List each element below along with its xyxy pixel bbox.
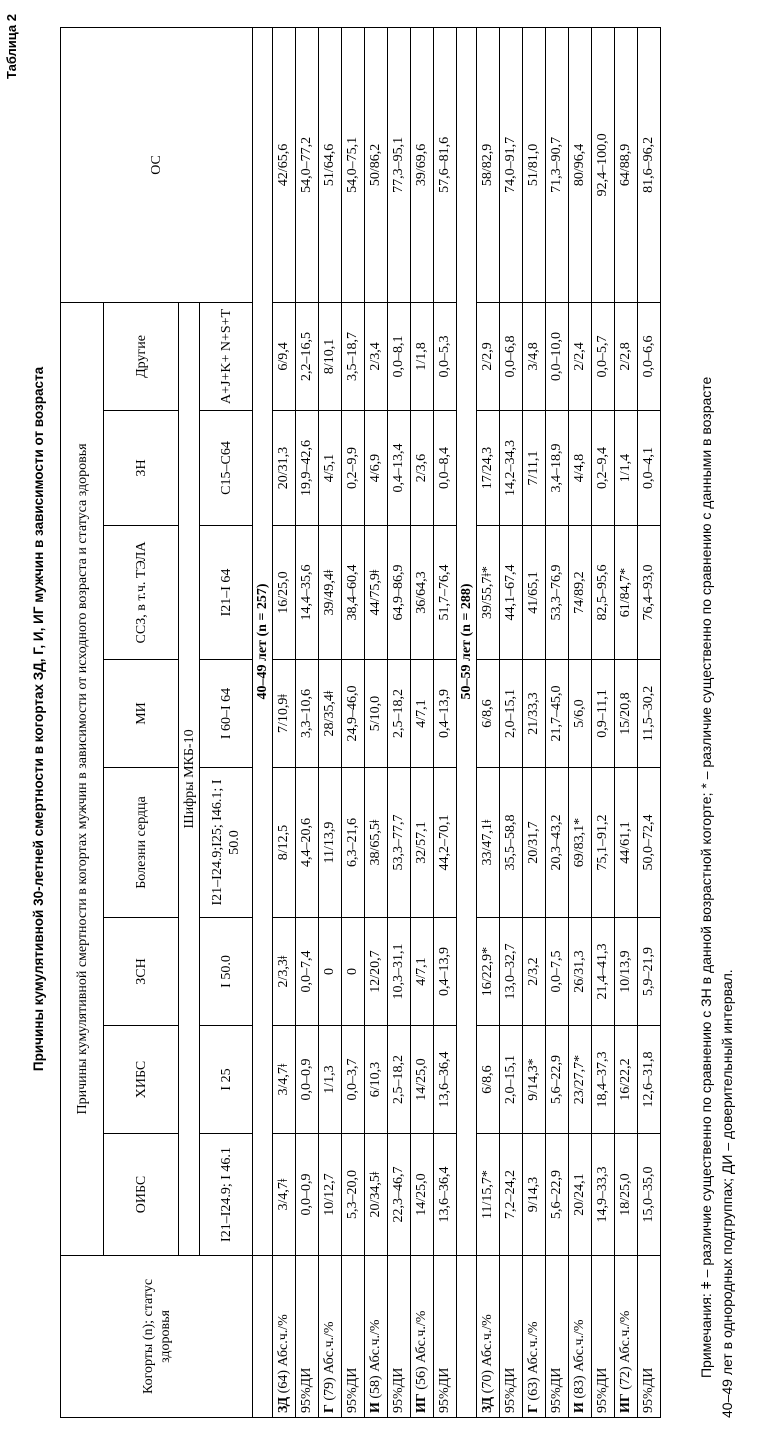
table-cell: 21,4–41,3: [592, 918, 615, 1026]
table-row: [477, 27, 500, 1417]
table-cell: 16/25,0: [273, 526, 296, 660]
table-cell: 2/2,8: [615, 302, 638, 410]
measure-label: 95%ДИ: [299, 1367, 314, 1413]
table-cell: 6/9,4: [273, 302, 296, 410]
row-label: [523, 1256, 546, 1418]
header-cause-6: ЗН: [104, 411, 179, 526]
table-cell: 53,3–77,7: [388, 768, 411, 918]
icd-code-2: I 50.0: [200, 918, 253, 1026]
table-cell: 4/6,9: [365, 411, 388, 526]
table-row: [546, 27, 569, 1417]
table-cell: 44/75,9ǂ: [365, 526, 388, 660]
row-label: [388, 1256, 411, 1418]
table-cell: 1/1,4: [615, 411, 638, 526]
header-cause-1: ХИБС: [104, 1026, 179, 1134]
table-row: [523, 27, 546, 1417]
table-cell: 81,6–96,2: [638, 27, 661, 302]
table-cell: 3,4–18,9: [546, 411, 569, 526]
table-cell: 16/22,9*: [477, 918, 500, 1026]
table-cell: 18/25,0: [615, 1134, 638, 1256]
table-cell: 0,0–4,1: [638, 411, 661, 526]
table-cell: 6/8,6: [477, 660, 500, 768]
table-cell: 2,5–18,2: [388, 1026, 411, 1134]
table-cell: 0,0–0,9: [296, 1026, 319, 1134]
table-cell: 0,0–6,8: [500, 302, 523, 410]
table-cell: 0,0–8,1: [388, 302, 411, 410]
table-cell: 35,5–58,8: [500, 768, 523, 918]
cohort-code: ЗД: [276, 1396, 291, 1413]
table-title: Причины кумулятивной 30-летней смертности в когортах ЗД, Г, И, ИГ мужчин в зависимости от возраста: [31, 366, 46, 1072]
table-cell: 2/3,3ǂ: [273, 918, 296, 1026]
table-cell: 15,0–35,0: [638, 1134, 661, 1256]
table-cell: 0,0–8,4: [434, 411, 457, 526]
table-cell: 36/64,3: [411, 526, 434, 660]
measure-label: Абс.ч./%: [322, 1321, 337, 1374]
icd-code-6: C15–C64: [200, 411, 253, 526]
group-spacer: [457, 1256, 477, 1418]
table-cell: 4,4–20,6: [296, 768, 319, 918]
table-cell: 20/24,1: [569, 1134, 592, 1256]
table-cell: 2/3,6: [411, 411, 434, 526]
note-line-2: 40–49 лет в однородных подгруппах; ДИ – доверительный интервал.: [719, 969, 735, 1418]
cohort-code: ЗД: [480, 1396, 495, 1413]
table-row: [365, 27, 388, 1417]
table-cell: 1/1,3: [319, 1026, 342, 1134]
table-cell: 74,0–91,7: [500, 27, 523, 302]
table-cell: 74/89,2: [569, 526, 592, 660]
table-cell: 18,4–37,3: [592, 1026, 615, 1134]
cohort-n: (58): [368, 1375, 383, 1399]
cohort-code: ИГ: [618, 1393, 633, 1413]
table-cell: 24,9–46,0: [342, 660, 365, 768]
table-cell: 11,5–30,2: [638, 660, 661, 768]
table-cell: 0,4–13,9: [434, 660, 457, 768]
header-cause-2: ЗСН: [104, 918, 179, 1026]
row-label: [296, 1256, 319, 1418]
table-cell: 51/64,6: [319, 27, 342, 302]
table-cell: 51/81,0: [523, 27, 546, 302]
table-cell: 80/96,4: [569, 27, 592, 302]
measure-label: 95%ДИ: [391, 1367, 406, 1413]
table-cell: 6,3–21,6: [342, 768, 365, 918]
table-cell: 4/7,1: [411, 660, 434, 768]
table-cell: 0,0–5,7: [592, 302, 615, 410]
row-label: [592, 1256, 615, 1418]
table-cell: 0: [342, 918, 365, 1026]
table-cell: 77,3–95,1: [388, 27, 411, 302]
row-label: [638, 1256, 661, 1418]
table-cell: 14/25,0: [411, 1026, 434, 1134]
measure-label: 95%ДИ: [503, 1367, 518, 1413]
cohort-n: (63): [526, 1377, 541, 1401]
measure-label: Абс.ч./%: [618, 1310, 633, 1363]
header-icd: Шифры МКБ-10: [179, 302, 200, 1255]
table-cell: 58/82,9: [477, 27, 500, 302]
table-cell: 54,0–75,1: [342, 27, 365, 302]
table-cell: 6/8,6: [477, 1026, 500, 1134]
table-cell: 64/88,9: [615, 27, 638, 302]
table-cell: 28/35,4ǂ: [319, 660, 342, 768]
table-row: [342, 27, 365, 1417]
measure-label: Абс.ч./%: [480, 1314, 495, 1367]
table-cell: 20,3–43,2: [546, 768, 569, 918]
table-cell: 41/65,1: [523, 526, 546, 660]
table-cell: 0,0–10,0: [546, 302, 569, 410]
table-cell: 38,4–60,4: [342, 526, 365, 660]
table-cell: 13,0–32,7: [500, 918, 523, 1026]
table-cell: 22,3–46,7: [388, 1134, 411, 1256]
cohort-n: (72): [618, 1366, 633, 1390]
table-cell: 20/31,7: [523, 768, 546, 918]
table-cell: 0,0–5,3: [434, 302, 457, 410]
table-cell: 3,5–18,7: [342, 302, 365, 410]
table-row: [273, 27, 296, 1417]
row-label: [615, 1256, 638, 1418]
table-cell: 2/2,4: [569, 302, 592, 410]
measure-label: Абс.ч./%: [572, 1319, 587, 1372]
header-cause-4: МИ: [104, 660, 179, 768]
table-cell: 10/13,9: [615, 918, 638, 1026]
table-cell: 64,9–86,9: [388, 526, 411, 660]
table-cell: 4/7,1: [411, 918, 434, 1026]
table-cell: 51,7–76,4: [434, 526, 457, 660]
table-row: [434, 27, 457, 1417]
cohort-n: (79): [322, 1377, 337, 1401]
table-cell: 21/33,3: [523, 660, 546, 768]
row-label: [411, 1256, 434, 1418]
table-cell: 44,2–70,1: [434, 768, 457, 918]
table-row: [319, 27, 342, 1417]
table-cell: 0,4–13,9: [434, 918, 457, 1026]
cohort-n: (70): [480, 1370, 495, 1394]
table-cell: 4/4,8: [569, 411, 592, 526]
cohort-code: Г: [322, 1404, 337, 1413]
table-row: [500, 27, 523, 1417]
table-cell: 3/4,7ǂ: [273, 1026, 296, 1134]
table-cell: 16/22,2: [615, 1026, 638, 1134]
row-label: [365, 1256, 388, 1418]
measure-label: 95%ДИ: [345, 1367, 360, 1413]
measure-label: Абс.ч./%: [368, 1319, 383, 1372]
table-cell: 19,9–42,6: [296, 411, 319, 526]
table-cell: 7/10,9ǂ: [273, 660, 296, 768]
table-cell: 82,5–95,6: [592, 526, 615, 660]
table-cell: 2/3,4: [365, 302, 388, 410]
table-cell: 5,3–20,0: [342, 1134, 365, 1256]
measure-label: 95%ДИ: [595, 1367, 610, 1413]
measure-label: Абс.ч./%: [526, 1321, 541, 1374]
cohort-code: ИГ: [414, 1393, 429, 1413]
row-label: [342, 1256, 365, 1418]
cohort-n: (56): [414, 1366, 429, 1390]
row-label: [569, 1256, 592, 1418]
row-label: [273, 1256, 296, 1418]
table-cell: 7/11,1: [523, 411, 546, 526]
table-cell: 7,2–24,2: [500, 1134, 523, 1256]
table-cell: 0,2–9,4: [592, 411, 615, 526]
table-cell: 13,6–36,4: [434, 1134, 457, 1256]
table-cell: 0,0–7,4: [296, 918, 319, 1026]
cohort-code: И: [572, 1402, 587, 1413]
icd-code-0: I21–I24.9; I 46.1: [200, 1134, 253, 1256]
table-cell: 69/83,1*: [569, 768, 592, 918]
header-causes: Причины кумулятивной смертности в когортах мужчин в зависимости от исходного возраста и статуса здоровья: [61, 302, 104, 1255]
table-cell: 9/14,3*: [523, 1026, 546, 1134]
table-cell: 0,0–3,7: [342, 1026, 365, 1134]
table-cell: 1/1,8: [411, 302, 434, 410]
table-cell: 5,6–22,9: [546, 1134, 569, 1256]
icd-code-3: I21–I24.9;I25; I46.1; I 50.0: [200, 768, 253, 918]
group-label: 50–59 лет (n = 288): [457, 27, 477, 1255]
header-cause-0: ОИБС: [104, 1134, 179, 1256]
table-cell: 3/4,8: [523, 302, 546, 410]
table-cell: 0,0–7,5: [546, 918, 569, 1026]
header-cohort: Когорты (n); статус здоровья: [61, 1256, 253, 1418]
mortality-table: [60, 27, 661, 1418]
table-cell: 26/31,3: [569, 918, 592, 1026]
table-cell: 5,6–22,9: [546, 1026, 569, 1134]
table-cell: 44/61,1: [615, 768, 638, 918]
row-label: [546, 1256, 569, 1418]
measure-label: 95%ДИ: [549, 1367, 564, 1413]
table-cell: 6/10,3: [365, 1026, 388, 1134]
table-cell: 12,6–31,8: [638, 1026, 661, 1134]
cohort-code: И: [368, 1402, 383, 1413]
group-label: 40–49 лет (n = 257): [253, 27, 273, 1255]
table-cell: 8/10,1: [319, 302, 342, 410]
table-cell: 5,9–21,9: [638, 918, 661, 1026]
row-label: [477, 1256, 500, 1418]
table-cell: 0,4–13,4: [388, 411, 411, 526]
group-row: [457, 27, 477, 1417]
table-cell: 3/4,7ǂ: [273, 1134, 296, 1256]
table-cell: 11/13,9: [319, 768, 342, 918]
table-cell: 4/5,1: [319, 411, 342, 526]
table-cell: 11/15,7*: [477, 1134, 500, 1256]
table-row: [638, 27, 661, 1417]
measure-label: 95%ДИ: [437, 1367, 452, 1413]
table-cell: 10,3–31,1: [388, 918, 411, 1026]
table-cell: 10/12,7: [319, 1134, 342, 1256]
table-cell: 14,4–35,6: [296, 526, 319, 660]
header-cause-3: Болезни сердца: [104, 768, 179, 918]
table-cell: 39/55,7ǂ*: [477, 526, 500, 660]
table-cell: 44,1–67,4: [500, 526, 523, 660]
table-cell: 0: [319, 918, 342, 1026]
table-cell: 0,0–0,9: [296, 1134, 319, 1256]
table-cell: 54,0–77,2: [296, 27, 319, 302]
header-cause-5: ССЗ, в т.ч. ТЭЛА: [104, 526, 179, 660]
table-row: [615, 27, 638, 1417]
table-cell: 8/12,5: [273, 768, 296, 918]
icd-code-5: I21–I 64: [200, 526, 253, 660]
table-cell: 12/20,7: [365, 918, 388, 1026]
row-label: [434, 1256, 457, 1418]
table-cell: 50/86,2: [365, 27, 388, 302]
table-cell: 39/69,6: [411, 27, 434, 302]
table-cell: 33/47,1ǂ: [477, 768, 500, 918]
row-label: [319, 1256, 342, 1418]
table-row: [388, 27, 411, 1417]
table-cell: 61/84,7*: [615, 526, 638, 660]
cohort-code: Г: [526, 1404, 541, 1413]
icd-code-4: I 60–I 64: [200, 660, 253, 768]
table-cell: 2,2–16,5: [296, 302, 319, 410]
table-cell: 2,0–15,1: [500, 1026, 523, 1134]
table-cell: 0,2–9,9: [342, 411, 365, 526]
table-cell: 9/14,3: [523, 1134, 546, 1256]
cohort-n: (83): [572, 1375, 587, 1399]
table-cell: 2/2,9: [477, 302, 500, 410]
group-row: [253, 27, 273, 1417]
table-cell: 32/57,1: [411, 768, 434, 918]
table-cell: 14/25,0: [411, 1134, 434, 1256]
table-cell: 39/49,4ǂ: [319, 526, 342, 660]
cohort-n: (64): [276, 1370, 291, 1394]
table-cell: 50,0–72,4: [638, 768, 661, 918]
table-cell: 0,0–6,6: [638, 302, 661, 410]
table-row: [592, 27, 615, 1417]
icd-code-1: I 25: [200, 1026, 253, 1134]
table-cell: 76,4–93,0: [638, 526, 661, 660]
table-cell: 14,2–34,3: [500, 411, 523, 526]
measure-label: Абс.ч./%: [414, 1310, 429, 1363]
table-cell: 53,3–76,9: [546, 526, 569, 660]
table-cell: 13,6–36,4: [434, 1026, 457, 1134]
table-cell: 2/3,2: [523, 918, 546, 1026]
table-row: [569, 27, 592, 1417]
group-spacer: [253, 1256, 273, 1418]
table-cell: 15/20,8: [615, 660, 638, 768]
table-cell: 57,6–81,6: [434, 27, 457, 302]
table-cell: 42/65,6: [273, 27, 296, 302]
table-cell: 5/10,0: [365, 660, 388, 768]
table-cell: 14,9–33,3: [592, 1134, 615, 1256]
table-cell: 23/27,7*: [569, 1026, 592, 1134]
table-cell: 21,7–45,0: [546, 660, 569, 768]
header-os: ОС: [61, 27, 253, 302]
icd-code-7: A+J+K+ N+S+T: [200, 302, 253, 410]
table-cell: 38/65,5ǂ: [365, 768, 388, 918]
table-cell: 92,4–100,0: [592, 27, 615, 302]
table-cell: 0,9–11,1: [592, 660, 615, 768]
table-row: [296, 27, 319, 1417]
row-label: [500, 1256, 523, 1418]
table-cell: 75,1–91,2: [592, 768, 615, 918]
table-cell: 71,3–90,7: [546, 27, 569, 302]
measure-label: Абс.ч./%: [276, 1314, 291, 1367]
table-cell: 20/31,3: [273, 411, 296, 526]
table-row: [411, 27, 434, 1417]
table-notes: [696, 28, 738, 1418]
table-number: Таблица 2: [4, 14, 19, 80]
table-cell: 5/6,0: [569, 660, 592, 768]
table-cell: 3,3–10,6: [296, 660, 319, 768]
table-cell: 2,5–18,2: [388, 660, 411, 768]
table-cell: 2,0–15,1: [500, 660, 523, 768]
table-cell: 17/24,3: [477, 411, 500, 526]
note-line-1: Примечания: ǂ – различие существенно по сравнению с ЗН в данной возрастной когорте; * – различие существенно по сравнению с данными в возрасте: [698, 376, 714, 1378]
header-cause-7: Другие: [104, 302, 179, 410]
measure-label: 95%ДИ: [641, 1367, 656, 1413]
table-cell: 20/34,5ǂ: [365, 1134, 388, 1256]
